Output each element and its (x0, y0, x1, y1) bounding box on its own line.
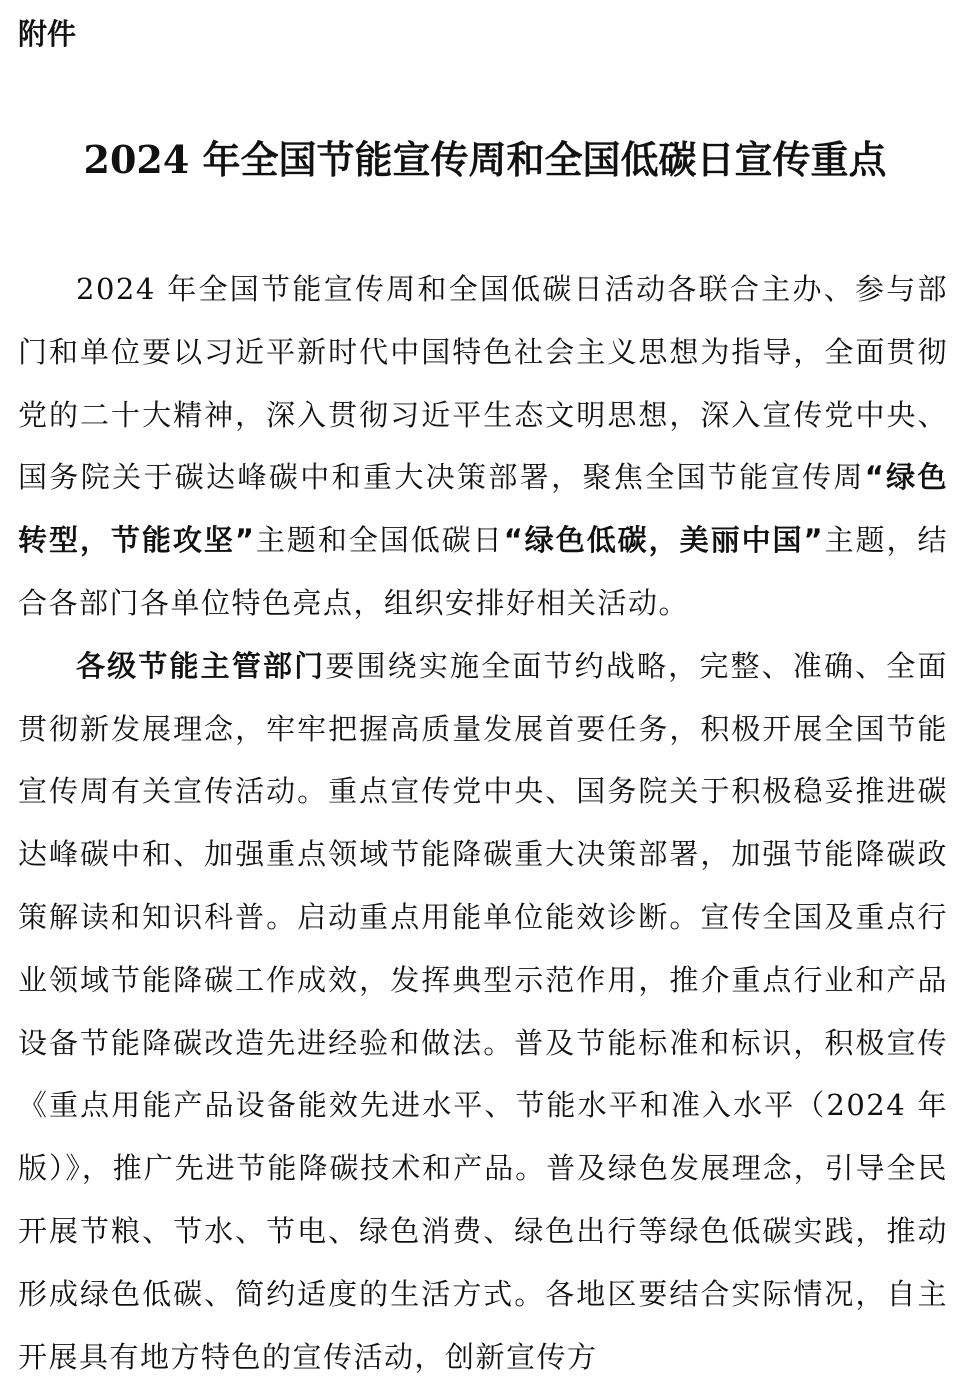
paragraph-intro-text-1: 2024 年全国节能宣传周和全国低碳日活动各联合主办、参与部门和单位要以习近平新时代中国特色社会主义思想为指导，全面贯彻党的二十大精神，深入贯彻习近平生态文明思想，深入宣传党中央、国务院关于碳达峰碳中和重大决策部署，聚焦全国节能宣传周 (18, 272, 948, 495)
attachment-label: 附件 (18, 17, 77, 51)
low-carbon-day-theme: “绿色低碳，美丽中国” (503, 523, 825, 558)
paragraph-intro (18, 258, 948, 635)
document-title: 2024 年全国节能宣传周和全国低碳日宣传重点 (83, 137, 887, 182)
paragraph-intro-text-2: 主题和全国低碳日 (255, 523, 504, 558)
paragraph-lead-term: 各级节能主管部门 (76, 648, 326, 683)
paragraph-intro-text-3: 主题，结合各部门各单位特色亮点，组织安排好相关活动。 (18, 523, 948, 620)
document-body (18, 258, 948, 1388)
paragraph-energy-departments-text: 要围绕实施全面节约战略，完整、准确、全面贯彻新发展理念，牢牢把握高质量发展首要任务，积极开展全国节能宣传周有关宣传活动。重点宣传党中央、国务院关于积极稳妥推进碳达峰碳中和、加强重点领域节能降碳重大决策部署，加强节能降碳政策解读和知识科普。启动重点用能单位能效诊断。宣传全国及重点行业领域节能降碳工作成效，发挥典型示范作用，推介重点行业和产品设备节能降碳改造先进经验和做法。普及节能标准和标识，积极宣传《重点用能产品设备能效先进水平、节能水平和准入水平（2024 年版）》，推广先进节能降碳技术和产品。普及绿色发展理念，引导全民开展节粮、节水、节电、绿色消费、绿色出行等绿色低碳实践，推动形成绿色低碳、简约适度的生活方式。各地区要结合实际情况，自主开展具有地方特色的宣传活动，创新宣传方 (18, 648, 948, 1374)
energy-week-theme: “绿色转型，节能攻坚” (18, 460, 948, 558)
paragraph-energy-departments (18, 635, 948, 1389)
